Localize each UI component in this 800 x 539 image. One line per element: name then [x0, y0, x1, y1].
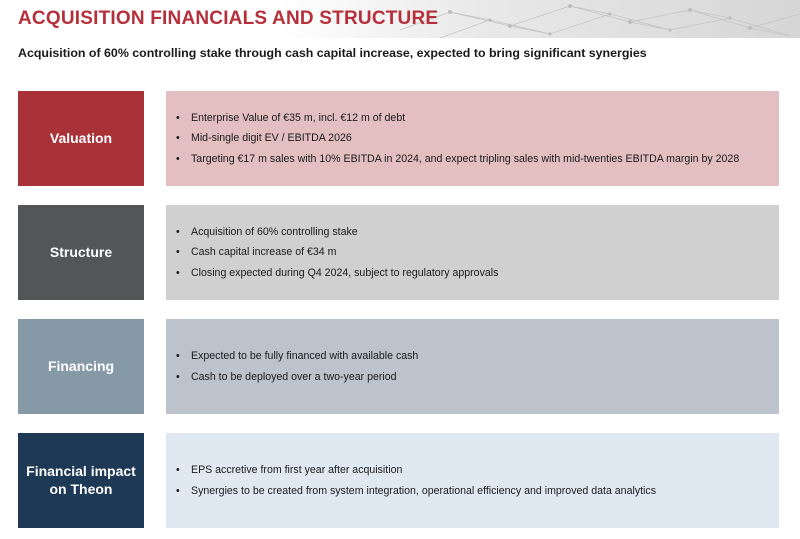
bullet-icon: • [176, 132, 180, 145]
list-item [176, 242, 779, 263]
list-item [176, 367, 779, 388]
header-banner [0, 0, 800, 38]
list-item-text: Mid-single digit EV / EBITDA 2026 [191, 132, 352, 145]
bullet-list [176, 346, 779, 387]
bullet-icon: • [176, 464, 180, 476]
page-title: ACQUISITION FINANCIALS AND STRUCTURE [18, 8, 439, 29]
section-financing [18, 319, 779, 414]
bullet-icon: • [176, 266, 180, 279]
section-label-box [18, 319, 144, 414]
section-content-box [166, 205, 779, 300]
section-label-box [18, 433, 144, 528]
bullet-icon: • [176, 111, 180, 124]
list-item-text: Targeting €17 m sales with 10% EBITDA in 2024, and expect tripling sales with mid-twenties EBITDA margin by 2028 [191, 152, 740, 165]
bullet-list [176, 460, 779, 501]
section-content-box [166, 91, 779, 186]
list-item-text: Synergies to be created from system integration, operational efficiency and improved data analytics [191, 484, 657, 497]
list-item [176, 128, 779, 149]
list-item-text: EPS accretive from first year after acquisition [191, 464, 403, 476]
section-content-box [166, 433, 779, 528]
section-structure [18, 205, 779, 300]
list-item [176, 222, 779, 243]
list-item-text: Expected to be fully financed with available cash [191, 350, 419, 362]
section-label: Financial impact on Theon [26, 463, 136, 497]
list-item-text: Enterprise Value of €35 m, incl. €12 m of debt [191, 111, 406, 124]
list-item [176, 460, 779, 481]
section-valuation [18, 91, 779, 186]
bullet-icon: • [176, 225, 180, 238]
bullet-icon: • [176, 484, 180, 497]
section-label: Valuation [49, 129, 113, 146]
bullet-list [176, 108, 779, 170]
section-content-box [166, 319, 779, 414]
list-item [176, 149, 779, 170]
list-item-text: Acquisition of 60% controlling stake [191, 225, 358, 238]
bullet-list [176, 222, 779, 284]
list-item [176, 108, 779, 129]
section-financial-impact [18, 433, 779, 528]
section-label: Financing [47, 357, 115, 374]
bullet-icon: • [176, 152, 180, 165]
network-pattern-decoration [380, 0, 800, 38]
list-item [176, 346, 779, 367]
bullet-icon: • [176, 246, 180, 259]
list-item-text: Cash capital increase of €34 m [191, 246, 337, 259]
section-label-box [18, 205, 144, 300]
list-item [176, 481, 779, 502]
section-label-box [18, 91, 144, 186]
section-label: Structure [49, 243, 113, 260]
list-item [176, 263, 779, 284]
bullet-icon: • [176, 350, 180, 362]
bullet-icon: • [176, 370, 180, 383]
page-subtitle: Acquisition of 60% controlling stake through cash capital increase, expected to bring significant synergies [18, 46, 647, 60]
list-item-text: Closing expected during Q4 2024, subject to regulatory approvals [191, 266, 499, 279]
list-item-text: Cash to be deployed over a two-year period [191, 370, 397, 383]
